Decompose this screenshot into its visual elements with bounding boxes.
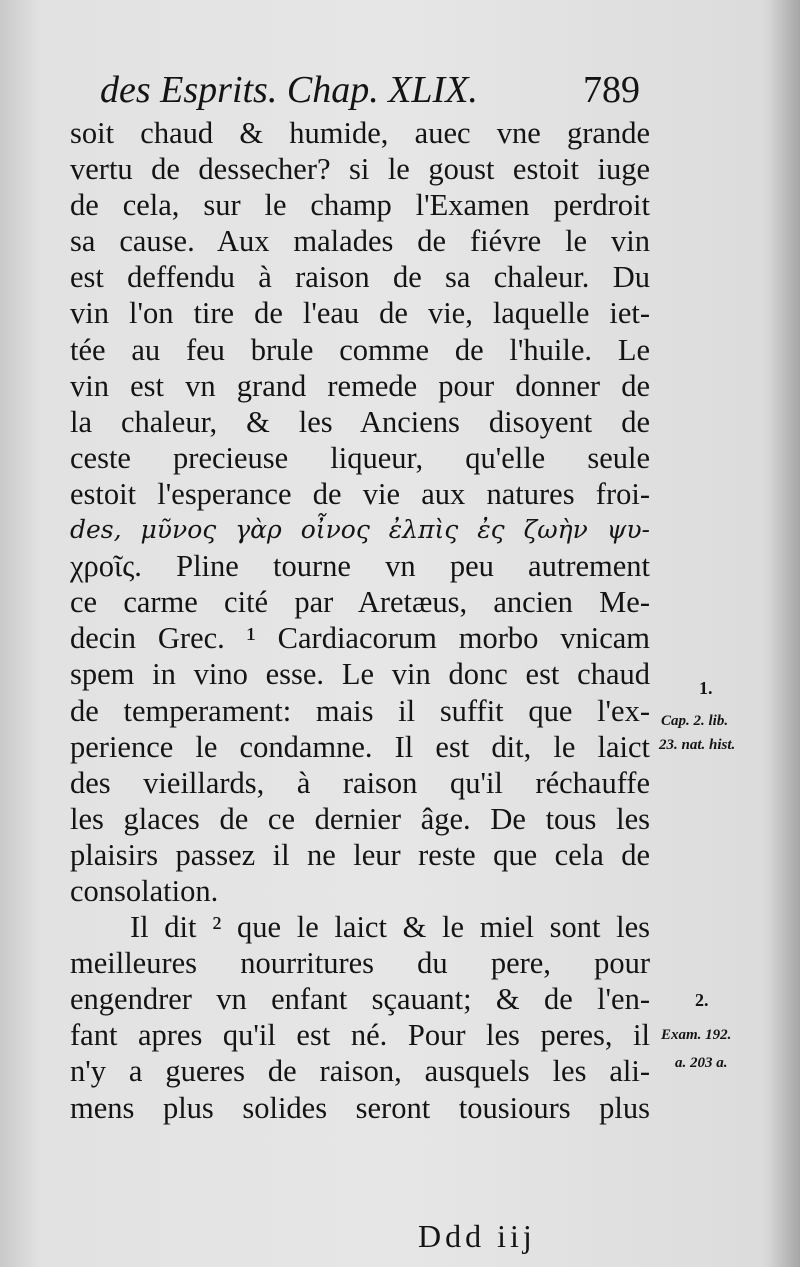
- page-number: 789: [583, 69, 640, 111]
- text-line: les glaces de ce dernier âge. De tous les: [70, 801, 650, 836]
- paragraph-start-line: Il dit ² que le laict & le miel sont les: [130, 910, 650, 945]
- text-line: tée au feu brule comme de l'huile. Le: [70, 332, 650, 367]
- text-line: vertu de dessecher? si le goust estoit iuge: [70, 152, 650, 187]
- greek-quotation-line: des, μῦνος γὰρ οἶνος ἐλπὶς ἐς ζωὴν ψυ-: [70, 515, 650, 545]
- text-line: engendrer vn enfant sçauant; & de l'en-: [70, 982, 650, 1017]
- text-line: soit chaud & humide, auec vne grande: [70, 116, 650, 150]
- running-head-title: des Esprits. Chap. XLIX.: [100, 69, 478, 111]
- text-line: ce carme cité par Aretæus, ancien Me-: [70, 585, 650, 620]
- margin-note-reference: 23. nat. hist.: [659, 737, 736, 753]
- text-line: decin Grec. ¹ Cardiacorum morbo vnicam: [70, 621, 650, 656]
- text-line: spem in vino esse. Le vin donc est chaud: [70, 657, 650, 692]
- margin-note-number: 1.: [699, 678, 713, 698]
- text-line: vin est vn grand remede pour donner de: [70, 368, 650, 403]
- page-edge-shadow: [770, 0, 800, 1267]
- text-line: consolation.: [70, 873, 219, 908]
- text-line: de temperament: mais il suffit que l'ex-: [70, 693, 650, 728]
- margin-note-number: 2.: [695, 990, 709, 1010]
- text-line: mens plus solides seront tousiours plus: [70, 1090, 650, 1125]
- body-text: [70, 115, 650, 1126]
- text-line: ceste precieuse liqueur, qu'elle seule: [70, 440, 650, 475]
- text-line: est deffendu à raison de sa chaleur. Du: [70, 260, 650, 295]
- signature-mark: Ddd iij: [418, 1218, 536, 1254]
- text-line: plaisirs passez il ne leur reste que cela de: [70, 837, 650, 872]
- text-line: estoit l'esperance de vie aux natures froi-: [70, 476, 650, 511]
- text-line: de cela, sur le champ l'Examen perdroit: [70, 188, 650, 223]
- text-line: meilleures nourritures du pere, pour: [70, 946, 650, 981]
- margin-note-reference: a. 203 a.: [675, 1055, 728, 1071]
- text-line: χροῖς. Pline tourne vn peu autrement: [70, 549, 650, 584]
- margin-note-reference: Cap. 2. lib.: [661, 713, 729, 729]
- text-line: la chaleur, & les Anciens disoyent de: [70, 404, 650, 439]
- text-line: vin l'on tire de l'eau de vie, laquelle iet-: [70, 296, 650, 331]
- running-head: [100, 66, 640, 114]
- text-line: fant apres qu'il est né. Pour les peres, il: [70, 1018, 650, 1053]
- margin-note-reference: Exam. 192.: [661, 1027, 732, 1043]
- text-line: sa cause. Aux malades de fiévre le vin: [70, 224, 650, 259]
- text-line: perience le condamne. Il est dit, le laict: [70, 729, 650, 764]
- text-line: des vieillards, à raison qu'il réchauffe: [70, 765, 650, 800]
- text-line: n'y a gueres de raison, ausquels les ali-: [70, 1054, 650, 1089]
